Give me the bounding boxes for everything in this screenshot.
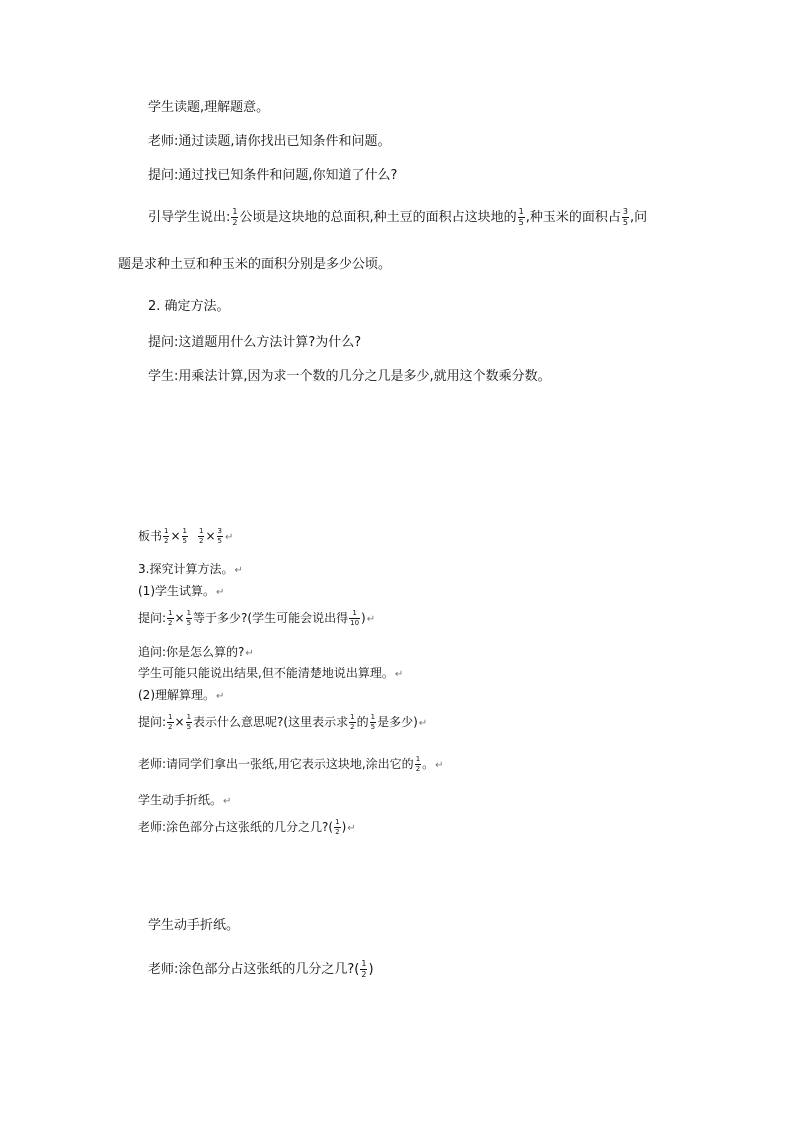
text-line-question-know <box>148 169 397 182</box>
fraction-numerator: 1 <box>518 207 524 216</box>
text: ) <box>368 962 374 977</box>
text: 学生:用乘法计算,因为求一个数的几分之几是多少,就用这个数乘分数。 <box>148 369 551 384</box>
text: 公顷是这块地的总面积,种土豆的面积占这块地的 <box>239 210 517 225</box>
text: 等于多少?(学生可能会说出得 <box>193 611 349 625</box>
text: 是多少) <box>377 715 418 729</box>
fraction <box>349 610 360 627</box>
fraction-numerator: 1 <box>168 609 173 617</box>
text-line-students-fold <box>138 794 231 807</box>
text-line-read-problem <box>148 101 269 114</box>
text: ,问 <box>629 210 648 225</box>
fraction-denominator: 5 <box>622 218 628 227</box>
text: 表示什么意思呢?(这里表示求 <box>193 715 349 729</box>
fraction-denominator: 2 <box>361 970 367 979</box>
board-label: 板书 <box>138 529 163 543</box>
text: 老师:通过读题,请你找出已知条件和问题。 <box>148 134 391 149</box>
text: 提问: <box>138 611 167 625</box>
fraction-numerator: 1 <box>352 609 357 617</box>
text: 2. 确定方法。 <box>148 299 230 314</box>
times-sign: × <box>174 611 185 625</box>
fraction-denominator: 2 <box>350 723 355 731</box>
text: 3.探究计算方法。 <box>138 562 234 576</box>
return-mark: ↵ <box>435 760 444 771</box>
fraction <box>349 714 355 731</box>
return-mark: ↵ <box>418 718 428 729</box>
fraction-numerator: 1 <box>186 713 192 721</box>
fraction-denominator: 5 <box>186 723 192 731</box>
times-sign: × <box>170 529 181 543</box>
return-mark: ↵ <box>394 669 404 680</box>
text: 提问: <box>138 715 167 729</box>
fraction-denominator: 5 <box>186 619 192 627</box>
text-line-question-method <box>148 336 361 349</box>
times-sign: × <box>205 529 216 543</box>
text: (2)理解算理。 <box>138 688 215 702</box>
fraction-denominator: 2 <box>199 537 204 545</box>
fraction <box>415 756 421 773</box>
text-line-student-multiply <box>148 370 551 383</box>
text: 提问:通过找已知条件和问题,你知道了什么? <box>148 168 398 183</box>
text-line-problem-asks <box>118 258 391 271</box>
text-line-determine-method <box>148 300 230 313</box>
return-mark: ↵ <box>366 614 376 625</box>
text: 题是求种土豆和种玉米的面积分别是多少公顷。 <box>118 257 392 272</box>
fraction <box>186 714 192 731</box>
text: 学生可能只能说出结果,但不能清楚地说出算理。 <box>138 666 394 680</box>
fraction <box>167 610 173 627</box>
return-mark: ↵ <box>216 587 225 598</box>
text: 追问:你是怎么算的? <box>138 645 245 659</box>
text-line-question-product <box>138 610 375 627</box>
return-mark: ↵ <box>223 796 232 807</box>
fraction-denominator: 5 <box>518 218 524 227</box>
fraction-numerator: 1 <box>350 713 355 721</box>
text-line-question-meaning <box>138 714 427 731</box>
fraction <box>198 528 204 545</box>
fraction <box>334 819 340 836</box>
fraction-denominator: 2 <box>168 619 173 627</box>
fraction-numerator: 1 <box>361 959 367 968</box>
text: (1)学生试算。 <box>138 584 215 598</box>
fraction <box>360 960 367 979</box>
text: 引导学生说出: <box>148 210 231 225</box>
fraction-numerator: 1 <box>186 609 192 617</box>
fraction-numerator: 1 <box>232 207 238 216</box>
fraction-numerator: 1 <box>199 527 204 535</box>
text-line-students-result <box>138 667 403 680</box>
fraction-numerator: 3 <box>217 527 223 535</box>
text-line-guide-students <box>148 208 647 227</box>
text: ) <box>361 611 366 625</box>
text-line-teacher-paper <box>138 756 444 773</box>
text: 老师:请同学们拿出一张纸,用它表示这块地,涂出它的 <box>138 757 414 771</box>
text: 提问:这道题用什么方法计算?为什么? <box>148 335 362 350</box>
text-line-sub1 <box>138 585 224 598</box>
return-mark: ↵ <box>234 565 243 576</box>
text: 学生动手折纸。 <box>138 793 223 807</box>
fraction <box>217 528 223 545</box>
fraction-numerator: 1 <box>370 713 376 721</box>
text: ,种玉米的面积占 <box>525 210 621 225</box>
text: 学生读题,理解题意。 <box>148 100 270 115</box>
fraction <box>231 208 238 227</box>
fraction-numerator: 1 <box>182 527 188 535</box>
text-line-students-fold-2 <box>148 919 239 932</box>
fraction <box>186 610 192 627</box>
fraction-numerator: 3 <box>622 207 628 216</box>
text-line-follow-up <box>138 646 254 659</box>
text: 老师:涂色部分占这张纸的几分之几?( <box>148 962 360 977</box>
fraction-numerator: 1 <box>415 755 421 763</box>
fraction-denominator: 5 <box>217 537 223 545</box>
fraction-denominator: 2 <box>232 218 238 227</box>
return-mark: ↵ <box>245 648 254 659</box>
return-mark: ↵ <box>347 823 356 834</box>
fraction <box>167 714 173 731</box>
times-sign: × <box>174 715 185 729</box>
text-line-teacher-shaded <box>138 819 356 836</box>
text-line-teacher-shaded-2 <box>148 960 374 979</box>
text: 。 <box>422 757 435 771</box>
fraction-numerator: 1 <box>164 527 169 535</box>
text: ) <box>341 820 347 834</box>
fraction-denominator: 2 <box>168 723 173 731</box>
text-line-sub2 <box>138 689 224 702</box>
fraction <box>182 528 188 545</box>
fraction-denominator: 2 <box>335 828 340 836</box>
board-writing <box>138 528 233 545</box>
fraction-denominator: 2 <box>415 765 421 773</box>
text-line-step3 <box>138 563 243 576</box>
return-mark: ↵ <box>216 691 225 702</box>
fraction <box>518 208 525 227</box>
fraction-numerator: 1 <box>168 713 173 721</box>
fraction-denominator: 10 <box>350 619 360 627</box>
text-line-teacher-find-conditions <box>148 135 391 148</box>
fraction-denominator: 5 <box>370 723 376 731</box>
return-mark: ↵ <box>225 532 234 543</box>
fraction <box>163 528 169 545</box>
fraction-numerator: 1 <box>335 818 340 826</box>
text: 老师:涂色部分占这张纸的几分之几?( <box>138 820 334 834</box>
text: 的 <box>356 715 369 729</box>
text: 学生动手折纸。 <box>148 918 240 933</box>
fraction-denominator: 5 <box>182 537 188 545</box>
fraction-denominator: 2 <box>164 537 169 545</box>
fraction <box>370 714 376 731</box>
fraction <box>622 208 629 227</box>
